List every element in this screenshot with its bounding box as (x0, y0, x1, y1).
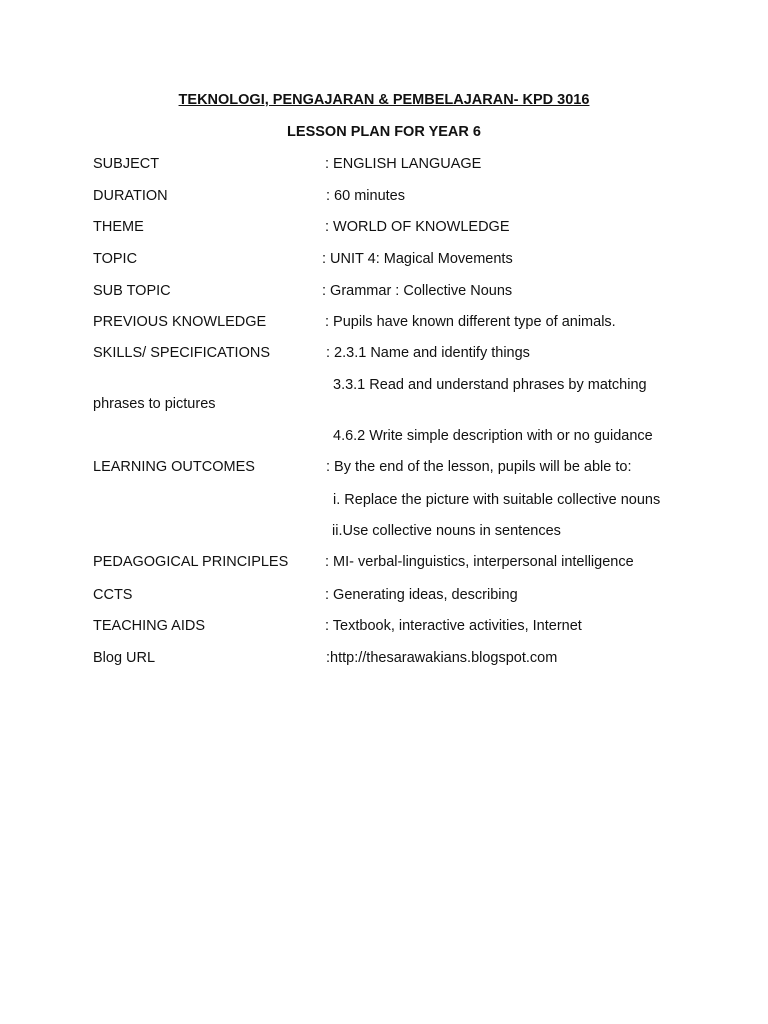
row-value-learning-outcomes: : By the end of the lesson, pupils will be able to: (326, 459, 632, 475)
row-value-sub-topic: : Grammar : Collective Nouns (322, 283, 513, 299)
skills-continuation-2: 4.6.2 Write simple description with or no guidance (333, 428, 653, 444)
row-value-ccts: : Generating ideas, describing (325, 587, 518, 603)
row-label-blog-url: Blog URL (93, 650, 156, 666)
row-label-topic: TOPIC (93, 251, 138, 267)
row-label-skills: SKILLS/ SPECIFICATIONS (93, 345, 271, 361)
row-value-blog-url: :http://thesarawakians.blogspot.com (326, 650, 558, 666)
row-label-learning-outcomes: LEARNING OUTCOMES (93, 459, 255, 475)
row-value-teaching-aids: : Textbook, interactive activities, Internet (325, 618, 582, 634)
row-label-subject: SUBJECT (93, 156, 160, 172)
skills-continuation-1: 3.3.1 Read and understand phrases by matching (333, 377, 647, 393)
row-value-subject: : ENGLISH LANGUAGE (325, 156, 482, 172)
row-label-ccts: CCTS (93, 587, 133, 603)
document-subtitle: LESSON PLAN FOR YEAR 6 (287, 124, 481, 140)
learning-outcome-item-2: ii.Use collective nouns in sentences (332, 523, 561, 539)
learning-outcome-item-1: i. Replace the picture with suitable collective nouns (333, 492, 661, 508)
row-value-previous-knowledge: : Pupils have known different type of animals. (325, 314, 616, 330)
row-label-duration: DURATION (93, 188, 168, 204)
row-label-previous-knowledge: PREVIOUS KNOWLEDGE (93, 314, 267, 330)
row-label-sub-topic: SUB TOPIC (93, 283, 171, 299)
row-value-theme: : WORLD OF KNOWLEDGE (325, 219, 510, 235)
row-label-theme: THEME (93, 219, 144, 235)
row-value-duration: : 60 minutes (326, 188, 405, 204)
skills-continuation-1-wrap: phrases to pictures (93, 396, 216, 412)
row-label-pedagogical-principles: PEDAGOGICAL PRINCIPLES (93, 554, 289, 570)
row-value-topic: : UNIT 4: Magical Movements (322, 251, 513, 267)
row-value-skills: : 2.3.1 Name and identify things (326, 345, 530, 361)
row-value-pedagogical-principles: : MI- verbal-linguistics, interpersonal intelligence (325, 554, 634, 570)
document-title: TEKNOLOGI, PENGAJARAN & PEMBELAJARAN- KPD 3016 (178, 92, 590, 108)
row-label-teaching-aids: TEACHING AIDS (93, 618, 205, 634)
